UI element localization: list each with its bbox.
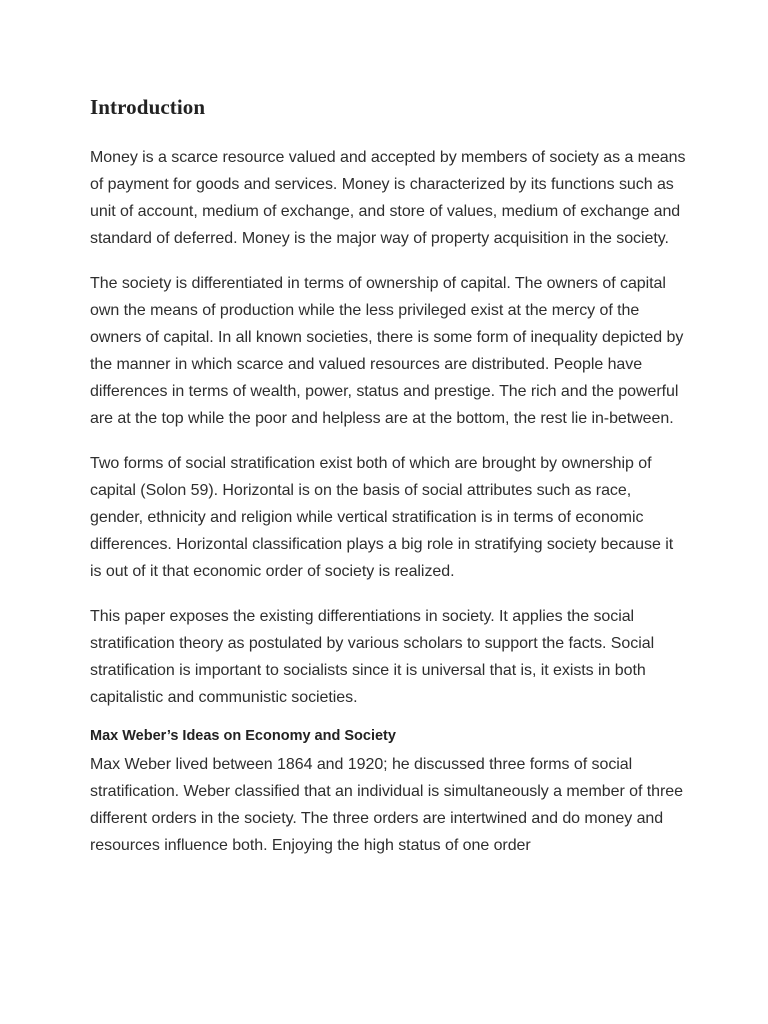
section-heading: Max Weber’s Ideas on Economy and Society xyxy=(90,728,396,744)
paragraph-2: The society is differentiated in terms of ownership of capital. The owners of capital own the means of production while the less privileged exist at the mercy of the owners of capital. In all known societies, there is some form of inequality depicted by the manner in which scarce and valued resources are distributed. People have differences in terms of wealth, power, status and prestige. The rich and the powerful are at the top while the poor and helpless are at the bottom, the rest lie in-between. xyxy=(90,275,684,427)
paragraph-1: Money is a scarce resource valued and accepted by members of society as a means of payment for goods and services. Money is characterized by its functions such as unit of account, medium of exchange, and store of values, medium of exchange and standard of deferred. Money is the major way of property acquisition in the society. xyxy=(90,149,686,247)
page-title: Introduction xyxy=(90,95,206,119)
document-content xyxy=(90,92,686,859)
section-paragraph: Max Weber lived between 1864 and 1920; he discussed three forms of social stratification. Weber classified that an individual is simultaneously a member of three different orders in the society. The three orders are intertwined and do money and resources influence both. Enjoying the high status of one order xyxy=(90,756,683,854)
paragraph-3: Two forms of social stratification exist both of which are brought by ownership of capital (Solon 59). Horizontal is on the basis of social attributes such as race, gender, ethnicity and religion while vertical stratification is in terms of economic differences. Horizontal classification plays a big role in stratifying society because it is out of it that economic order of society is realized. xyxy=(90,455,674,580)
paragraph-4: This paper exposes the existing differentiations in society. It applies the social stratification theory as postulated by various scholars to support the facts. Social stratification is important to socialists since it is universal that is, it exists in both capitalistic and communistic societies. xyxy=(90,608,655,706)
